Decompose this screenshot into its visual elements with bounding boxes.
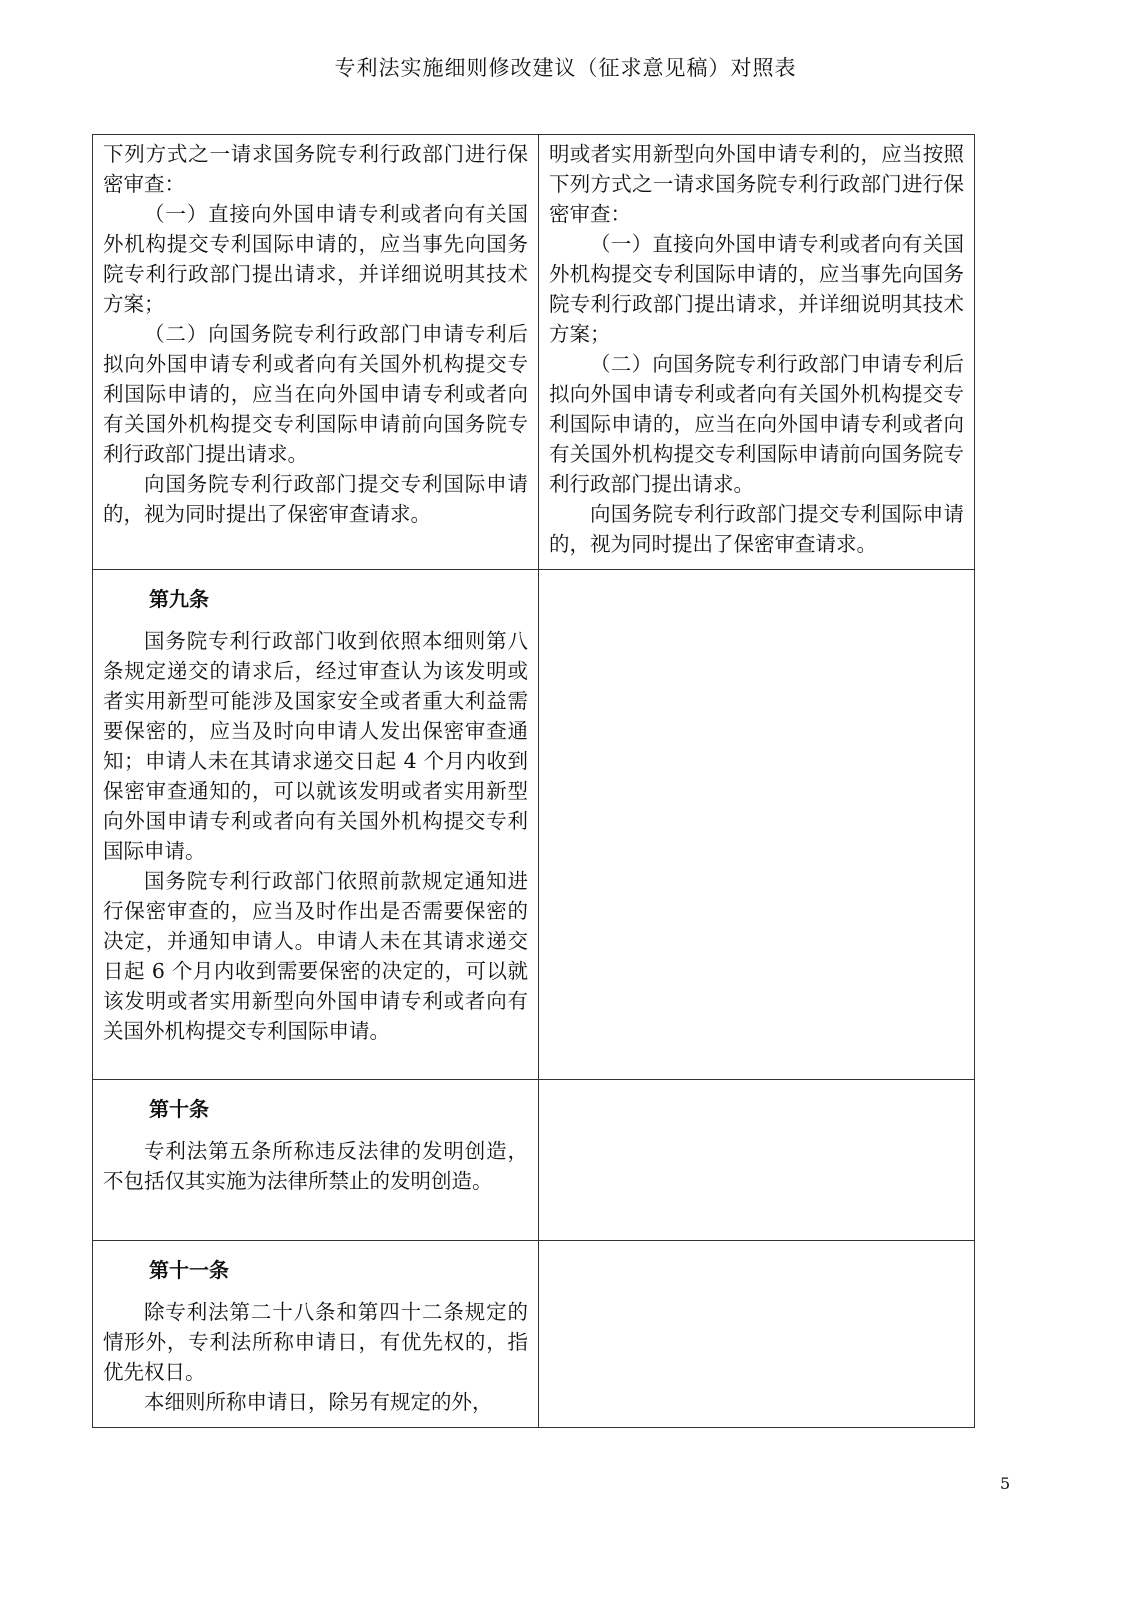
table-row bbox=[93, 1241, 975, 1428]
original-cell bbox=[93, 135, 539, 570]
article-title: 第十条 bbox=[149, 1097, 209, 1121]
article-title: 第九条 bbox=[149, 587, 209, 611]
revised-cell bbox=[539, 570, 975, 1080]
paragraph: （一）直接向外国申请专利或者向有关国外机构提交专利国际申请的，应当事先向国务院专利行政部门提出请求，并详细说明其技术方案； bbox=[549, 232, 964, 346]
table-row bbox=[93, 570, 975, 1080]
paragraph: 本细则所称申请日，除另有规定的外， bbox=[144, 1390, 493, 1414]
table-row bbox=[93, 1080, 975, 1241]
paragraph: 向国务院专利行政部门提交专利国际申请的，视为同时提出了保密审查请求。 bbox=[103, 472, 528, 526]
paragraph: （二）向国务院专利行政部门申请专利后拟向外国申请专利或者向有关国外机构提交专利国际申请的，应当在向外国申请专利或者向有关国外机构提交专利国际申请前向国务院专利行政部门提出请求。 bbox=[103, 322, 528, 466]
paragraph: 明或者实用新型向外国申请专利的，应当按照下列方式之一请求国务院专利行政部门进行保密审查： bbox=[549, 142, 964, 226]
paragraph: （二）向国务院专利行政部门申请专利后拟向外国申请专利或者向有关国外机构提交专利国际申请的，应当在向外国申请专利或者向有关国外机构提交专利国际申请前向国务院专利行政部门提出请求。 bbox=[549, 352, 964, 496]
page-header: 专利法实施细则修改建议（征求意见稿）对照表 bbox=[334, 56, 797, 80]
paragraph: 国务院专利行政部门收到依照本细则第八条规定递交的请求后，经过审查认为该发明或者实用新型可能涉及国家安全或者重大利益需要保密的，应当及时向申请人发出保密审查通知；申请人未在其请求递交日起 4 个月内收到保密审查通知的，可以就该发明或者实用新型向外国申请专利或者向有关国外机构提交专利国际申请。 bbox=[103, 629, 528, 863]
original-cell bbox=[93, 1241, 539, 1428]
paragraph: 下列方式之一请求国务院专利行政部门进行保密审查： bbox=[103, 142, 528, 196]
revised-cell bbox=[539, 1080, 975, 1241]
revised-cell bbox=[539, 1241, 975, 1428]
paragraph: 国务院专利行政部门依照前款规定通知进行保密审查的，应当及时作出是否需要保密的决定，并通知申请人。申请人未在其请求递交日起 6 个月内收到需要保密的决定的，可以就该发明或者实用新型向外国申请专利或者向有关国外机构提交专利国际申请。 bbox=[103, 869, 528, 1043]
paragraph: 除专利法第二十八条和第四十二条规定的情形外，专利法所称申请日，有优先权的，指优先权日。 bbox=[103, 1300, 528, 1384]
table-row bbox=[93, 135, 975, 570]
paragraph: 专利法第五条所称违反法律的发明创造，不包括仅其实施为法律所禁止的发明创造。 bbox=[103, 1139, 528, 1193]
original-cell bbox=[93, 570, 539, 1080]
paragraph: 向国务院专利行政部门提交专利国际申请的，视为同时提出了保密审查请求。 bbox=[549, 502, 964, 556]
revised-cell bbox=[539, 135, 975, 570]
paragraph: （一）直接向外国申请专利或者向有关国外机构提交专利国际申请的，应当事先向国务院专利行政部门提出请求，并详细说明其技术方案； bbox=[103, 202, 528, 316]
page-number: 5 bbox=[1000, 1474, 1011, 1493]
original-cell bbox=[93, 1080, 539, 1241]
comparison-table bbox=[92, 134, 975, 1428]
article-title: 第十一条 bbox=[149, 1258, 229, 1282]
